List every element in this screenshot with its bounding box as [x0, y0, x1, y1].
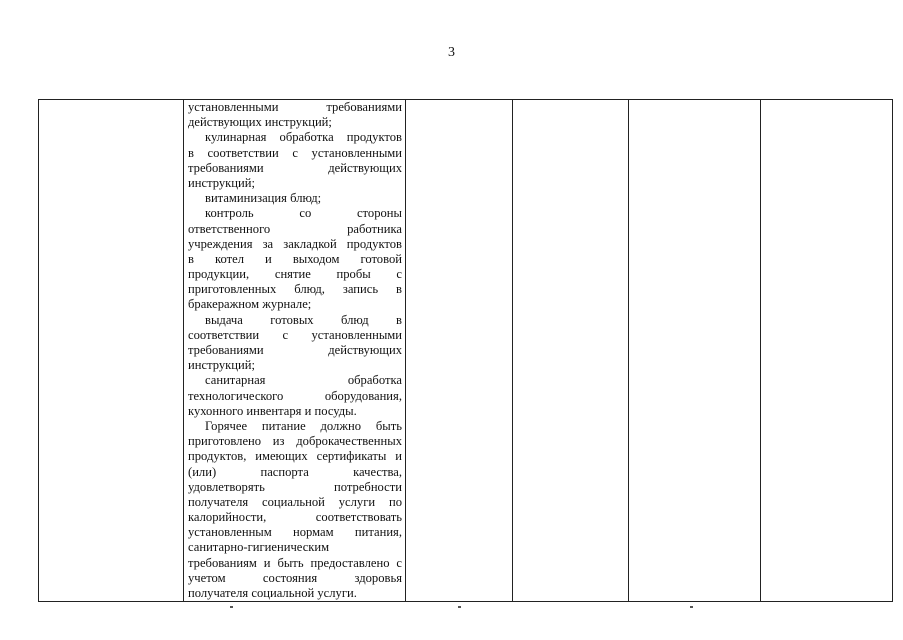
text-line: продукции, снятие пробы с [188, 267, 402, 282]
text-line: (или) паспорта качества, [188, 464, 402, 479]
text-line: бракеражном журнале; [188, 297, 312, 312]
text-line: установленными требованиями [188, 100, 402, 114]
scan-speck [230, 606, 233, 608]
table-cell-col-6 [761, 100, 893, 602]
table-row [39, 100, 893, 602]
text-line: технологического оборудования, [188, 388, 402, 403]
text-line: приготовленных блюд, запись в [188, 282, 402, 297]
text-line: требованиями действующих [188, 343, 402, 357]
scan-speck [690, 606, 693, 608]
text-line: требованиям и быть предоставлено с [188, 555, 402, 570]
text-line: санитарно-гигиеническим [188, 540, 330, 555]
text-line: выдача готовых блюд в [205, 312, 402, 327]
service-description-text [188, 100, 402, 601]
text-line: инструкций; [188, 175, 255, 190]
text-line: кулинарная обработка продуктов [205, 130, 402, 145]
page-number: 3 [448, 45, 455, 60]
text-line: калорийности, соответствовать [188, 510, 402, 525]
text-line: в котел и выходом готовой [188, 251, 402, 266]
text-line: контроль со стороны [205, 206, 402, 221]
text-line: в соответствии с установленными [188, 145, 402, 160]
text-line: учетом состояния здоровья [188, 570, 402, 585]
text-line: кухонного инвентаря и посуды. [188, 403, 357, 418]
text-line: установленным нормам питания, [188, 525, 402, 540]
table-cell-col-5 [629, 100, 761, 602]
services-table [38, 99, 893, 602]
scan-speck [458, 606, 461, 608]
text-line: получателя социальной услуги по [188, 494, 402, 509]
text-line: учреждения за закладкой продуктов [188, 236, 402, 251]
table-cell-col-1 [39, 100, 184, 602]
text-line: Горячее питание должно быть [205, 418, 402, 433]
text-line: получателя социальной услуги. [188, 586, 357, 600]
text-line: приготовлено из доброкачественных [188, 434, 402, 449]
text-line: инструкций; [188, 358, 255, 373]
text-line: действующих инструкций; [188, 115, 332, 130]
text-line: санитарная обработка [205, 373, 402, 388]
text-line: продуктов, имеющих сертификаты и [188, 449, 402, 464]
table-cell-service-description [184, 100, 406, 602]
text-line: удовлетворять потребности [188, 479, 402, 494]
text-line: соответствии с установленными [188, 327, 402, 342]
text-line: требованиями действующих [188, 160, 402, 175]
table-cell-col-4 [513, 100, 629, 602]
table-cell-col-3 [406, 100, 513, 602]
text-line: витаминизация блюд; [205, 191, 322, 206]
text-line: ответственного работника [188, 221, 402, 236]
